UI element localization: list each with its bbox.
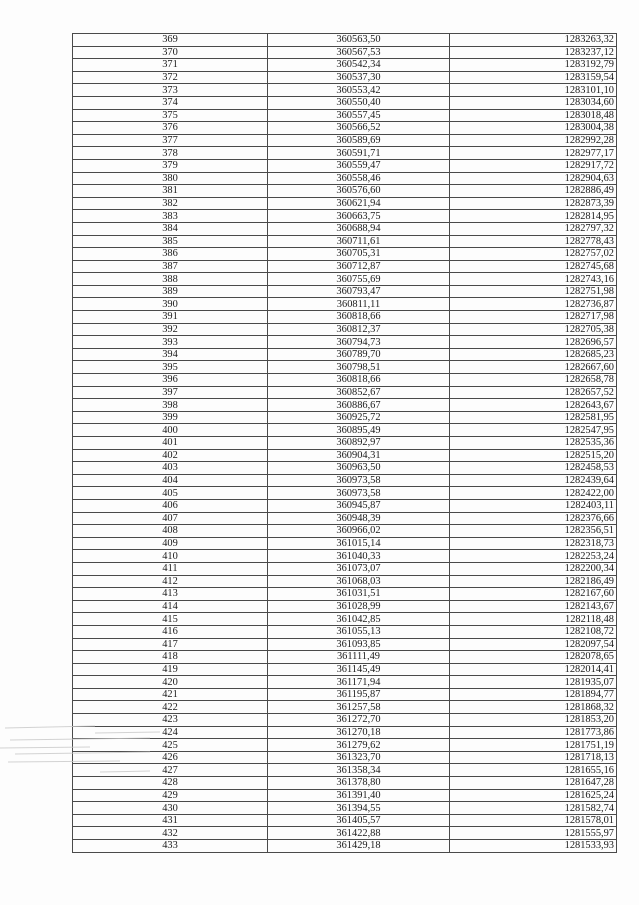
y-coordinate-cell: 1281647,28 bbox=[450, 777, 617, 790]
point-number-cell: 425 bbox=[73, 739, 268, 752]
x-coordinate-cell: 360966,02 bbox=[268, 525, 450, 538]
x-coordinate-cell: 360963,50 bbox=[268, 462, 450, 475]
point-number-cell: 395 bbox=[73, 361, 268, 374]
table-row bbox=[73, 474, 617, 487]
x-coordinate-cell: 360793,47 bbox=[268, 285, 450, 298]
point-number-cell: 371 bbox=[73, 59, 268, 72]
y-coordinate-cell: 1283159,54 bbox=[450, 71, 617, 84]
x-coordinate-cell: 360558,46 bbox=[268, 172, 450, 185]
bleed-through-marks bbox=[0, 688, 170, 788]
table-row bbox=[73, 96, 617, 109]
x-coordinate-cell: 361111,49 bbox=[268, 651, 450, 664]
x-coordinate-cell: 360589,69 bbox=[268, 134, 450, 147]
y-coordinate-cell: 1282118,48 bbox=[450, 613, 617, 626]
point-number-cell: 384 bbox=[73, 222, 268, 235]
table-row bbox=[73, 814, 617, 827]
point-number-cell: 396 bbox=[73, 374, 268, 387]
x-coordinate-cell: 360852,67 bbox=[268, 386, 450, 399]
y-coordinate-cell: 1282657,52 bbox=[450, 386, 617, 399]
x-coordinate-cell: 360904,31 bbox=[268, 449, 450, 462]
x-coordinate-cell: 361055,13 bbox=[268, 625, 450, 638]
x-coordinate-cell: 360812,37 bbox=[268, 323, 450, 336]
y-coordinate-cell: 1282581,95 bbox=[450, 411, 617, 424]
point-number-cell: 373 bbox=[73, 84, 268, 97]
y-coordinate-cell: 1283004,38 bbox=[450, 122, 617, 135]
point-number-cell: 400 bbox=[73, 424, 268, 437]
y-coordinate-cell: 1282778,43 bbox=[450, 235, 617, 248]
point-number-cell: 431 bbox=[73, 814, 268, 827]
point-number-cell: 410 bbox=[73, 550, 268, 563]
x-coordinate-cell: 361015,14 bbox=[268, 537, 450, 550]
point-number-cell: 414 bbox=[73, 600, 268, 613]
point-number-cell: 402 bbox=[73, 449, 268, 462]
y-coordinate-cell: 1282977,17 bbox=[450, 147, 617, 160]
point-number-cell: 428 bbox=[73, 777, 268, 790]
table-row bbox=[73, 562, 617, 575]
table-row bbox=[73, 575, 617, 588]
x-coordinate-cell: 360818,66 bbox=[268, 374, 450, 387]
point-number-cell: 381 bbox=[73, 185, 268, 198]
y-coordinate-cell: 1283101,10 bbox=[450, 84, 617, 97]
x-coordinate-cell: 361391,40 bbox=[268, 789, 450, 802]
x-coordinate-cell: 361042,85 bbox=[268, 613, 450, 626]
table-row bbox=[73, 210, 617, 223]
table-row bbox=[73, 361, 617, 374]
point-number-cell: 415 bbox=[73, 613, 268, 626]
x-coordinate-cell: 360563,50 bbox=[268, 34, 450, 47]
table-row bbox=[73, 71, 617, 84]
point-number-cell: 379 bbox=[73, 159, 268, 172]
y-coordinate-cell: 1282108,72 bbox=[450, 625, 617, 638]
x-coordinate-cell: 360559,47 bbox=[268, 159, 450, 172]
y-coordinate-cell: 1283018,48 bbox=[450, 109, 617, 122]
x-coordinate-cell: 360663,75 bbox=[268, 210, 450, 223]
table-row bbox=[73, 638, 617, 651]
y-coordinate-cell: 1282886,49 bbox=[450, 185, 617, 198]
x-coordinate-cell: 360566,52 bbox=[268, 122, 450, 135]
table-row bbox=[73, 424, 617, 437]
table-row bbox=[73, 676, 617, 689]
point-number-cell: 385 bbox=[73, 235, 268, 248]
point-number-cell: 412 bbox=[73, 575, 268, 588]
x-coordinate-cell: 360591,71 bbox=[268, 147, 450, 160]
table-row bbox=[73, 273, 617, 286]
point-number-cell: 390 bbox=[73, 298, 268, 311]
x-coordinate-cell: 361270,18 bbox=[268, 726, 450, 739]
point-number-cell: 411 bbox=[73, 562, 268, 575]
x-coordinate-cell: 360925,72 bbox=[268, 411, 450, 424]
x-coordinate-cell: 360886,67 bbox=[268, 399, 450, 412]
table-row bbox=[73, 789, 617, 802]
table-row bbox=[73, 512, 617, 525]
table-row bbox=[73, 588, 617, 601]
y-coordinate-cell: 1282515,20 bbox=[450, 449, 617, 462]
point-number-cell: 430 bbox=[73, 802, 268, 815]
table-row bbox=[73, 613, 617, 626]
x-coordinate-cell: 360895,49 bbox=[268, 424, 450, 437]
x-coordinate-cell: 361068,03 bbox=[268, 575, 450, 588]
point-number-cell: 406 bbox=[73, 499, 268, 512]
x-coordinate-cell: 361093,85 bbox=[268, 638, 450, 651]
table-row bbox=[73, 222, 617, 235]
x-coordinate-cell: 360811,11 bbox=[268, 298, 450, 311]
x-coordinate-cell: 360973,58 bbox=[268, 487, 450, 500]
y-coordinate-cell: 1282458,53 bbox=[450, 462, 617, 475]
point-number-cell: 407 bbox=[73, 512, 268, 525]
table-row bbox=[73, 802, 617, 815]
point-number-cell: 421 bbox=[73, 688, 268, 701]
table-row bbox=[73, 235, 617, 248]
y-coordinate-cell: 1281894,77 bbox=[450, 688, 617, 701]
y-coordinate-cell: 1282078,65 bbox=[450, 651, 617, 664]
y-coordinate-cell: 1282547,95 bbox=[450, 424, 617, 437]
point-number-cell: 405 bbox=[73, 487, 268, 500]
y-coordinate-cell: 1282253,24 bbox=[450, 550, 617, 563]
x-coordinate-cell: 360542,34 bbox=[268, 59, 450, 72]
y-coordinate-cell: 1282439,64 bbox=[450, 474, 617, 487]
point-number-cell: 418 bbox=[73, 651, 268, 664]
table-row bbox=[73, 147, 617, 160]
table-row bbox=[73, 386, 617, 399]
x-coordinate-cell: 361031,51 bbox=[268, 588, 450, 601]
x-coordinate-cell: 360892,97 bbox=[268, 437, 450, 450]
x-coordinate-cell: 360755,69 bbox=[268, 273, 450, 286]
x-coordinate-cell: 360688,94 bbox=[268, 222, 450, 235]
point-number-cell: 401 bbox=[73, 437, 268, 450]
y-coordinate-cell: 1282917,72 bbox=[450, 159, 617, 172]
y-coordinate-cell: 1282745,68 bbox=[450, 260, 617, 273]
point-number-cell: 382 bbox=[73, 197, 268, 210]
table-row bbox=[73, 323, 617, 336]
table-row bbox=[73, 399, 617, 412]
y-coordinate-cell: 1282743,16 bbox=[450, 273, 617, 286]
x-coordinate-cell: 360567,53 bbox=[268, 46, 450, 59]
x-coordinate-cell: 360557,45 bbox=[268, 109, 450, 122]
table-row bbox=[73, 651, 617, 664]
x-coordinate-cell: 361195,87 bbox=[268, 688, 450, 701]
y-coordinate-cell: 1282736,87 bbox=[450, 298, 617, 311]
y-coordinate-cell: 1282422,00 bbox=[450, 487, 617, 500]
y-coordinate-cell: 1282376,66 bbox=[450, 512, 617, 525]
table-row bbox=[73, 600, 617, 613]
y-coordinate-cell: 1282356,51 bbox=[450, 525, 617, 538]
x-coordinate-cell: 360789,70 bbox=[268, 348, 450, 361]
table-row bbox=[73, 537, 617, 550]
y-coordinate-cell: 1281868,32 bbox=[450, 701, 617, 714]
y-coordinate-cell: 1281853,20 bbox=[450, 714, 617, 727]
y-coordinate-cell: 1281718,13 bbox=[450, 751, 617, 764]
x-coordinate-cell: 360973,58 bbox=[268, 474, 450, 487]
point-number-cell: 377 bbox=[73, 134, 268, 147]
y-coordinate-cell: 1282904,63 bbox=[450, 172, 617, 185]
point-number-cell: 427 bbox=[73, 764, 268, 777]
point-number-cell: 380 bbox=[73, 172, 268, 185]
table-row bbox=[73, 311, 617, 324]
y-coordinate-cell: 1282757,02 bbox=[450, 248, 617, 261]
point-number-cell: 417 bbox=[73, 638, 268, 651]
x-coordinate-cell: 361378,80 bbox=[268, 777, 450, 790]
y-coordinate-cell: 1282014,41 bbox=[450, 663, 617, 676]
y-coordinate-cell: 1282705,38 bbox=[450, 323, 617, 336]
y-coordinate-cell: 1282797,32 bbox=[450, 222, 617, 235]
table-row bbox=[73, 185, 617, 198]
y-coordinate-cell: 1282658,78 bbox=[450, 374, 617, 387]
table-row bbox=[73, 625, 617, 638]
y-coordinate-cell: 1282873,39 bbox=[450, 197, 617, 210]
table-row bbox=[73, 134, 617, 147]
y-coordinate-cell: 1282696,57 bbox=[450, 336, 617, 349]
point-number-cell: 375 bbox=[73, 109, 268, 122]
point-number-cell: 423 bbox=[73, 714, 268, 727]
point-number-cell: 404 bbox=[73, 474, 268, 487]
y-coordinate-cell: 1283192,79 bbox=[450, 59, 617, 72]
point-number-cell: 397 bbox=[73, 386, 268, 399]
table-row bbox=[73, 159, 617, 172]
point-number-cell: 420 bbox=[73, 676, 268, 689]
point-number-cell: 369 bbox=[73, 34, 268, 47]
table-row bbox=[73, 663, 617, 676]
table-row bbox=[73, 34, 617, 47]
point-number-cell: 387 bbox=[73, 260, 268, 273]
y-coordinate-cell: 1282685,23 bbox=[450, 348, 617, 361]
table-row bbox=[73, 59, 617, 72]
table-row bbox=[73, 462, 617, 475]
x-coordinate-cell: 361145,49 bbox=[268, 663, 450, 676]
table-row bbox=[73, 374, 617, 387]
x-coordinate-cell: 361422,88 bbox=[268, 827, 450, 840]
point-number-cell: 413 bbox=[73, 588, 268, 601]
x-coordinate-cell: 361028,99 bbox=[268, 600, 450, 613]
y-coordinate-cell: 1282992,28 bbox=[450, 134, 617, 147]
x-coordinate-cell: 361323,70 bbox=[268, 751, 450, 764]
table-row bbox=[73, 487, 617, 500]
y-coordinate-cell: 1282186,49 bbox=[450, 575, 617, 588]
point-number-cell: 391 bbox=[73, 311, 268, 324]
y-coordinate-cell: 1281533,93 bbox=[450, 840, 617, 853]
x-coordinate-cell: 361073,07 bbox=[268, 562, 450, 575]
x-coordinate-cell: 360948,39 bbox=[268, 512, 450, 525]
x-coordinate-cell: 361272,70 bbox=[268, 714, 450, 727]
y-coordinate-cell: 1282318,73 bbox=[450, 537, 617, 550]
x-coordinate-cell: 360712,87 bbox=[268, 260, 450, 273]
x-coordinate-cell: 360553,42 bbox=[268, 84, 450, 97]
point-number-cell: 376 bbox=[73, 122, 268, 135]
point-number-cell: 419 bbox=[73, 663, 268, 676]
y-coordinate-cell: 1282717,98 bbox=[450, 311, 617, 324]
y-coordinate-cell: 1282403,11 bbox=[450, 499, 617, 512]
point-number-cell: 389 bbox=[73, 285, 268, 298]
table-row bbox=[73, 122, 617, 135]
point-number-cell: 408 bbox=[73, 525, 268, 538]
x-coordinate-cell: 360798,51 bbox=[268, 361, 450, 374]
point-number-cell: 392 bbox=[73, 323, 268, 336]
point-number-cell: 432 bbox=[73, 827, 268, 840]
table-row bbox=[73, 411, 617, 424]
x-coordinate-cell: 361279,62 bbox=[268, 739, 450, 752]
table-row bbox=[73, 336, 617, 349]
x-coordinate-cell: 361358,34 bbox=[268, 764, 450, 777]
point-number-cell: 416 bbox=[73, 625, 268, 638]
table-row bbox=[73, 46, 617, 59]
y-coordinate-cell: 1282643,67 bbox=[450, 399, 617, 412]
point-number-cell: 386 bbox=[73, 248, 268, 261]
y-coordinate-cell: 1281655,16 bbox=[450, 764, 617, 777]
x-coordinate-cell: 361429,18 bbox=[268, 840, 450, 853]
point-number-cell: 398 bbox=[73, 399, 268, 412]
point-number-cell: 409 bbox=[73, 537, 268, 550]
table-row bbox=[73, 285, 617, 298]
y-coordinate-cell: 1282167,60 bbox=[450, 588, 617, 601]
x-coordinate-cell: 361257,58 bbox=[268, 701, 450, 714]
y-coordinate-cell: 1281625,24 bbox=[450, 789, 617, 802]
point-number-cell: 424 bbox=[73, 726, 268, 739]
table-row bbox=[73, 499, 617, 512]
table-row bbox=[73, 248, 617, 261]
table-row bbox=[73, 172, 617, 185]
table-row bbox=[73, 197, 617, 210]
y-coordinate-cell: 1281751,19 bbox=[450, 739, 617, 752]
x-coordinate-cell: 361171,94 bbox=[268, 676, 450, 689]
y-coordinate-cell: 1281578,01 bbox=[450, 814, 617, 827]
table-row bbox=[73, 109, 617, 122]
point-number-cell: 403 bbox=[73, 462, 268, 475]
point-number-cell: 422 bbox=[73, 701, 268, 714]
x-coordinate-cell: 360794,73 bbox=[268, 336, 450, 349]
point-number-cell: 383 bbox=[73, 210, 268, 223]
y-coordinate-cell: 1282097,54 bbox=[450, 638, 617, 651]
x-coordinate-cell: 360550,40 bbox=[268, 96, 450, 109]
x-coordinate-cell: 360818,66 bbox=[268, 311, 450, 324]
table-row bbox=[73, 449, 617, 462]
y-coordinate-cell: 1282667,60 bbox=[450, 361, 617, 374]
table-row bbox=[73, 348, 617, 361]
point-number-cell: 378 bbox=[73, 147, 268, 160]
y-coordinate-cell: 1283263,32 bbox=[450, 34, 617, 47]
table-row bbox=[73, 827, 617, 840]
x-coordinate-cell: 361040,33 bbox=[268, 550, 450, 563]
table-row bbox=[73, 298, 617, 311]
table-row bbox=[73, 840, 617, 853]
y-coordinate-cell: 1282200,34 bbox=[450, 562, 617, 575]
table-row bbox=[73, 260, 617, 273]
x-coordinate-cell: 360705,31 bbox=[268, 248, 450, 261]
point-number-cell: 372 bbox=[73, 71, 268, 84]
table-row bbox=[73, 437, 617, 450]
point-number-cell: 433 bbox=[73, 840, 268, 853]
y-coordinate-cell: 1282814,95 bbox=[450, 210, 617, 223]
y-coordinate-cell: 1281773,86 bbox=[450, 726, 617, 739]
point-number-cell: 393 bbox=[73, 336, 268, 349]
x-coordinate-cell: 360576,60 bbox=[268, 185, 450, 198]
table-row bbox=[73, 525, 617, 538]
point-number-cell: 388 bbox=[73, 273, 268, 286]
point-number-cell: 429 bbox=[73, 789, 268, 802]
x-coordinate-cell: 361394,55 bbox=[268, 802, 450, 815]
y-coordinate-cell: 1283237,12 bbox=[450, 46, 617, 59]
x-coordinate-cell: 360711,61 bbox=[268, 235, 450, 248]
table-row bbox=[73, 84, 617, 97]
y-coordinate-cell: 1281555,97 bbox=[450, 827, 617, 840]
y-coordinate-cell: 1282751,98 bbox=[450, 285, 617, 298]
x-coordinate-cell: 360537,30 bbox=[268, 71, 450, 84]
x-coordinate-cell: 361405,57 bbox=[268, 814, 450, 827]
x-coordinate-cell: 360945,87 bbox=[268, 499, 450, 512]
y-coordinate-cell: 1282143,67 bbox=[450, 600, 617, 613]
y-coordinate-cell: 1282535,36 bbox=[450, 437, 617, 450]
x-coordinate-cell: 360621,94 bbox=[268, 197, 450, 210]
point-number-cell: 426 bbox=[73, 751, 268, 764]
point-number-cell: 394 bbox=[73, 348, 268, 361]
y-coordinate-cell: 1281582,74 bbox=[450, 802, 617, 815]
point-number-cell: 370 bbox=[73, 46, 268, 59]
table-row bbox=[73, 550, 617, 563]
y-coordinate-cell: 1281935,07 bbox=[450, 676, 617, 689]
point-number-cell: 399 bbox=[73, 411, 268, 424]
y-coordinate-cell: 1283034,60 bbox=[450, 96, 617, 109]
point-number-cell: 374 bbox=[73, 96, 268, 109]
